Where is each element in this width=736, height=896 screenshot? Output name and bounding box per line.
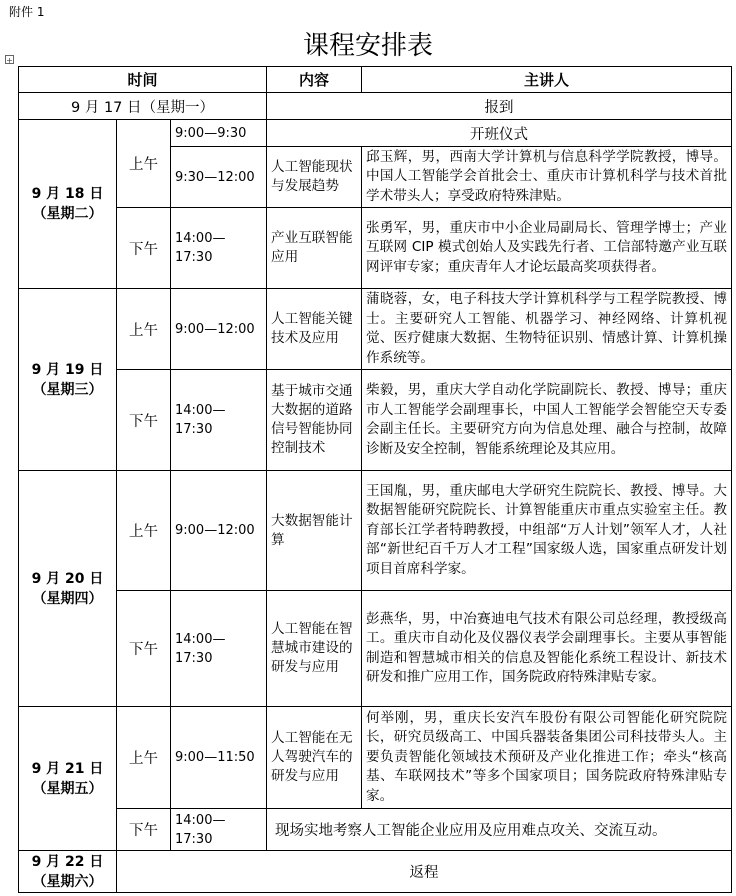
table-row [19,851,732,893]
session-topic: 人工智能关键技术及应用 [267,289,362,370]
table-row [19,370,732,471]
session-time: 14:00—17:30 [171,208,267,289]
session-time: 9:00—12:00 [171,289,267,370]
day-weekday: （星期五） [32,780,103,797]
period-morning: 上午 [117,707,171,809]
period-morning: 上午 [117,471,171,591]
period-afternoon: 下午 [117,591,171,707]
session-speaker: 柴毅，男，重庆大学自动化学院副院长、教授、博导；重庆市人工智能学会副理事长，中国人工智能学会智能空天专委会副主任长。主要研究方向为信息处理、融合与控制，故障诊断及安全控制，智能系统理论及其应用。 [362,370,732,471]
table-row [19,208,732,289]
day-date-text: 9 月 22 日 [31,853,104,870]
session-topic: 产业互联智能应用 [267,208,362,289]
session-topic: 基于城市交通大数据的道路信号智能协同控制技术 [267,370,362,471]
day-date-text: 9 月 21 日 [31,760,104,777]
session-ceremony: 开班仪式 [267,120,732,147]
session-time: 9:00—9:30 [171,120,267,147]
session-topic: 人工智能在无人驾驶汽车的研发与应用 [267,707,362,809]
table-row [19,809,732,851]
attachment-label: 附件 1 [9,5,45,19]
day-date-text: 9 月 19 日 [31,361,104,378]
table-row [19,471,732,591]
session-time: 9:00—12:00 [171,471,267,591]
day-weekday: （星期六） [32,873,103,890]
period-morning: 上午 [117,289,171,370]
day-content: 报到 [267,93,732,120]
session-speaker: 彭燕华，男，中冶赛迪电气技术有限公司总经理，教授级高工。重庆市自动化及仪器仪表学会副理事长。主要从事智能制造和智慧城市相关的信息及智能化系统工程设计、新技术研发和推广应用工作，国务院政府特殊津贴专家。 [362,591,732,707]
table-row [19,120,732,147]
session-time: 14:00—17:30 [171,809,267,851]
day-weekday: （星期二） [32,206,103,222]
day-weekday: （星期四） [32,590,103,607]
table-row [19,591,732,707]
day-date-text: 9 月 18 日 [31,186,104,202]
session-time: 9:30—12:00 [171,147,267,208]
day-date [19,471,117,707]
session-speaker: 王国胤，男，重庆邮电大学研究生院院长、教授、博导。大数据智能研究院院长、计算智能重庆市重点实验室主任。教育部长江学者特聘教授，中组部“万人计划”领军人才，人社部“新世纪百千万人才工程”国家级人选，国家重点研发计划项目首席科学家。 [362,471,732,591]
header-time: 时间 [19,67,267,93]
table-row [19,93,732,120]
session-topic: 人工智能现状与发展趋势 [267,147,362,208]
day-weekday: （星期三） [32,381,103,398]
header-content: 内容 [267,67,362,93]
day-date [19,851,117,893]
session-time: 9:00—11:50 [171,707,267,809]
schedule-table [18,66,732,893]
session-topic: 人工智能在智慧城市建设的研发与应用 [267,591,362,707]
session-time: 14:00—17:30 [171,591,267,707]
session-activity: 现场实地考察人工智能企业应用及应用难点攻关、交流互动。 [267,809,732,851]
day-date [19,707,117,851]
table-row [19,289,732,370]
day-date [19,120,117,289]
table-header-row [19,67,732,93]
session-topic: 大数据智能计算 [267,471,362,591]
day-date: 9 月 17 日（星期一） [19,93,267,120]
table-move-handle-icon[interactable]: + [6,56,13,65]
day-date-text: 9 月 20 日 [31,570,104,587]
table-row [19,707,732,809]
period-afternoon: 下午 [117,370,171,471]
day-content: 返程 [117,851,732,893]
session-speaker: 蒲晓蓉，女，电子科技大学计算机科学与工程学院教授、博士。主要研究人工智能、机器学习、神经网络、计算机视觉、医疗健康大数据、生物特征识别、情感计算、计算机操作系统等。 [362,289,732,370]
period-afternoon: 下午 [117,809,171,851]
page-title: 课程安排表 [302,31,433,61]
period-morning: 上午 [117,120,171,208]
session-time: 14:00—17:30 [171,370,267,471]
day-date [19,289,117,471]
session-speaker: 何举刚，男，重庆长安汽车股份有限公司智能化研究院院长，研究员级高工、中国兵器装备集团公司科技带头人。主要负责智能化领域技术预研及产业化推进工作；牵头“核高基、车联网技术”等多个国家项目；国务院政府特殊津贴专家。 [362,707,732,809]
session-speaker: 邱玉辉，男，西南大学计算机与信息科学学院教授，博导。中国人工智能学会首批会士、重庆市计算机科学与技术首批学术带头人；享受政府特殊津贴。 [362,147,732,208]
period-afternoon: 下午 [117,208,171,289]
header-speaker: 主讲人 [362,67,732,93]
session-speaker: 张勇军，男，重庆市中小企业局副局长、管理学博士；产业互联网 CIP 模式创始人及实践先行者、工信部特邀产业互联网评审专家；重庆青年人才论坛最高奖项获得者。 [362,208,732,289]
